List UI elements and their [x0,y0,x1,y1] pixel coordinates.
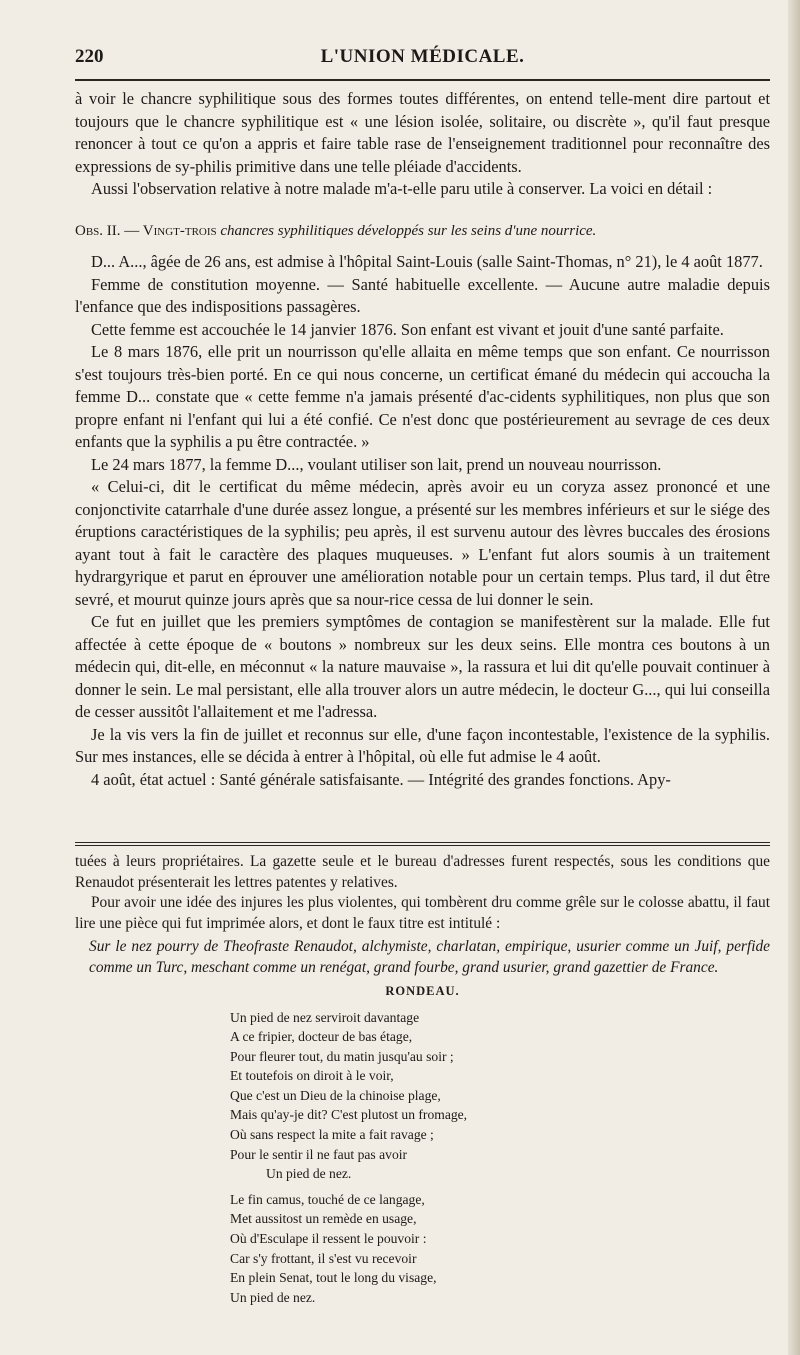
poem-line: Pour fleurer tout, du matin jusqu'au soir ; [230,1048,454,1064]
poem-refrain: Un pied de nez. [230,1289,316,1305]
journal-title: L'UNION MÉDICALE. [320,46,525,67]
poem-line: En plein Senat, tout le long du visage, [230,1270,437,1286]
article-paragraph: Aussi l'observation relative à notre malade m'a-t-elle paru utile à conserver. La voici en détail : [91,179,713,198]
case-paragraph: Le 8 mars 1876, elle prit un nourrisson qu'elle allaita en même temps que son enfant. Ce nourrisson s'est toujours très-bien porté. En ce qui nous concerne, un certificat émané du médecin qui accoucha la femme D... constate que « cette femme n'a jamais présenté d'ac-cidents syphilitiques, non plus que son propre enfant ni l'enfant qui lui a été confié. Ce n'est donc que postérieurement au sevrage de ces deux enfants que la syphilis a pu être contractée. » [75,342,770,451]
page-number: 220 [75,46,104,67]
feuilleton-paragraph: tuées à leurs propriétaires. La gazette seule et le bureau d'adresses furent respectés, sous les conditions que Renaudot présenterait les lettres patentes y relatives. [75,853,770,891]
poem-refrain: Un pied de nez. [266,1166,352,1182]
article-paragraph: à voir le chancre syphilitique sous des formes toutes différentes, on entend telle-ment dire partout et toujours que le chancre syphilitique est « une lésion isolée, solitaire, ou discrète », qu'il faut presque renoncer à tout ce qu'on a appris et faire table rase de l'enseignement traditionnel pour reconnaître des expressions de sy-philis primitive dans une telle pléiade d'accidents. [75,89,770,176]
poem-line: Met aussitost un remède en usage, [230,1211,417,1227]
case-paragraph: Cette femme est accouchée le 14 janvier 1876. Son enfant est vivant et jouit d'une santé parfaite. [91,319,724,339]
page-edge [788,0,800,1355]
case-paragraph: Je la vis vers la fin de juillet et reconnus sur elle, d'une façon incontestable, l'existence de la syphilis. Sur mes instances, elle se décida à entrer à l'hôpital, où elle fut admise le 4 août. [75,724,770,766]
pamphlet-title: Sur le nez pourry de Theofraste Renaudot, alchymiste, charlatan, empirique, usurier comme un Juif, perfide comme un Turc, meschant comme un renégat, grand fourbe, grand usurier, grand gazettier de France. [89,938,770,976]
feuilleton-paragraph: Pour avoir une idée des injures les plus violentes, qui tombèrent dru comme grêle sur le colosse abattu, il faut lire une pièce qui fut imprimée alors, et dont le faux titre est intitulé : [75,894,770,932]
feuilleton [75,852,770,1307]
observation-title: chancres syphilitiques développés sur les seins d'une nourrice. [220,222,597,239]
running-header [75,44,770,76]
case-paragraph: Le 24 mars 1877, la femme D..., voulant utiliser son lait, prend un nouveau nourrisson. [91,454,662,474]
case-paragraph: Femme de constitution moyenne. — Santé habituelle excellente. — Aucune autre maladie depuis l'enfance que des indispositions passagères. [75,274,770,316]
case-paragraph: 4 août, état actuel : Santé générale satisfaisante. — Intégrité des grandes fonctions. Apy- [91,769,671,789]
poem-line: Mais qu'ay-je dit? C'est plutost un fromage, [230,1107,468,1123]
case-paragraph: « Celui-ci, dit le certificat du même médecin, après avoir eu un coryza assez prononcé et une conjonctivite catarrhale d'une durée assez longue, a présenté sur les membres inférieurs et sur le siége des éruptions caractéristiques de la syphilis; peu après, il est survenu autour des lèvres buccales des érosions ayant tout à fait le caractère des plaques muqueuses. » L'enfant fut alors soumis à un traitement hydrargyrique et parut en éprouver une amélioration notable pour un certain temps. Plus tard, il dut être sevré, et mourut quinze jours après que sa nour-rice cessa de lui donner le sein. [75,477,770,609]
poem-line: Et toutefois on diroit à le voir, [230,1068,394,1084]
poem-line: A ce fripier, docteur de bas étage, [230,1029,413,1045]
observation-label: Obs. II. — Vingt-trois [75,222,217,239]
poem-line: Le fin camus, touché de ce langage, [230,1191,425,1207]
article-body [75,88,770,791]
rondeau-title: RONDEAU. [385,984,460,998]
feuilleton-separator [75,842,770,843]
poem-line: Car s'y frottant, il s'est vu recevoir [230,1250,417,1266]
poem-line: Où sans respect la mite a fait ravage ; [230,1127,434,1143]
case-paragraph: Ce fut en juillet que les premiers symptômes de contagion se manifestèrent sur la malade. Elle fut affectée à cette époque de « boutons » nombreux sur les deux seins. Elle montra ces boutons à un médecin qui, dit-elle, en méconnut « la nature mauvaise », la rassura et lui dit qu'elle pouvait continuer à donner le sein. Le mal persistant, elle alla trouver alors un autre médecin, le docteur G..., qui lui conseilla de cesser aussitôt l'allaitement et me l'adressa. [75,612,770,721]
feuilleton-separator-double [75,845,770,846]
case-paragraph: D... A..., âgée de 26 ans, est admise à l'hôpital Saint-Louis (salle Saint-Thomas, n° 21), le 4 août 1877. [91,252,763,271]
header-rule [75,79,770,81]
poem-line: Un pied de nez serviroit davantage [230,1009,420,1025]
rondeau-poem [230,1008,770,1308]
poem-line: Que c'est un Dieu de la chinoise plage, [230,1087,441,1103]
observation-heading [75,220,770,243]
poem-line: Où d'Esculape il ressent le pouvoir : [230,1231,427,1247]
poem-line: Pour le sentir il ne faut pas avoir [230,1146,408,1162]
